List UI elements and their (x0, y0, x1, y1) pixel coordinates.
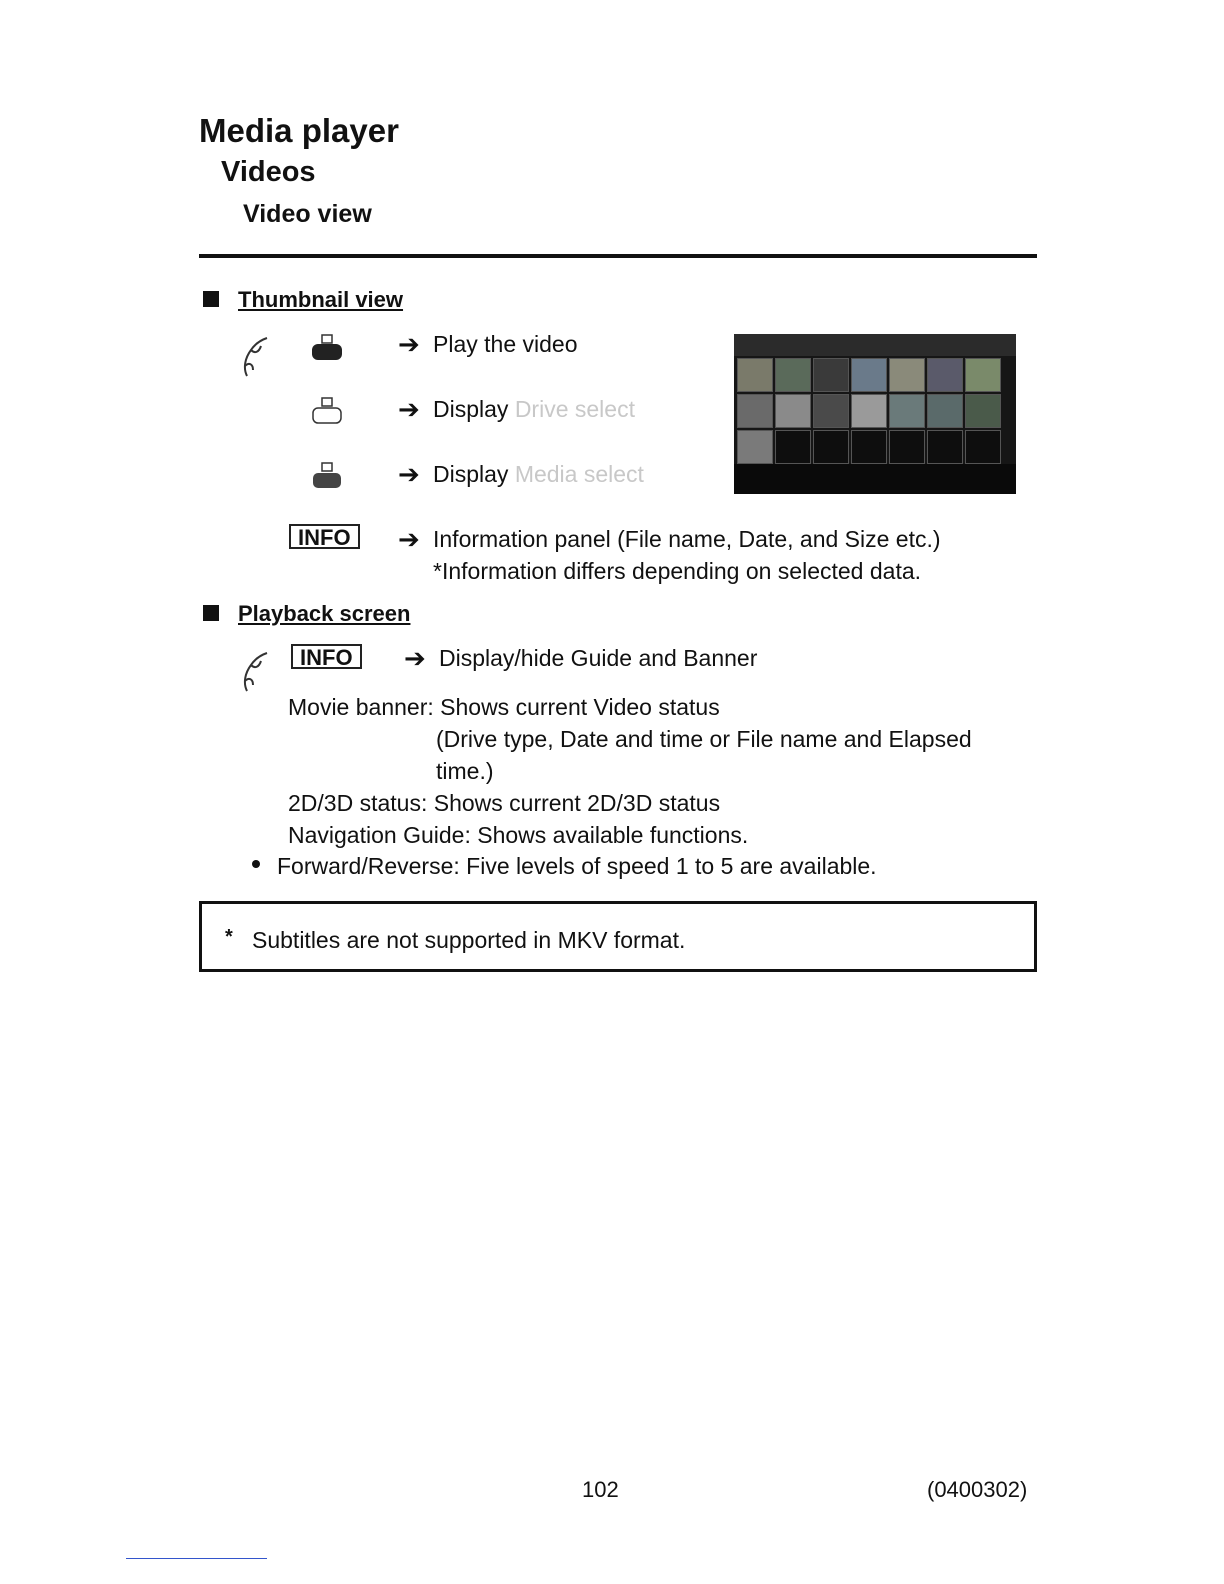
video-thumbnail (813, 394, 849, 428)
footer-line (126, 1558, 267, 1559)
video-thumbnail (889, 394, 925, 428)
arrow-icon: ➔ (398, 329, 420, 359)
divider (199, 254, 1037, 258)
action-play-video: Play the video (433, 331, 578, 357)
empty-thumbnail (965, 430, 1001, 464)
playback-screen-heading: Playback screen (238, 601, 411, 626)
video-thumbnail (813, 358, 849, 392)
video-thumbnail (965, 394, 1001, 428)
status-3d-text: 2D/3D status: Shows current 2D/3D status (288, 790, 721, 816)
empty-thumbnail (851, 430, 887, 464)
green-button-icon (310, 462, 344, 490)
movie-banner-text: Movie banner: Shows current Video status (288, 694, 720, 720)
video-thumbnail (737, 394, 773, 428)
video-thumbnail (775, 358, 811, 392)
arrow-icon: ➔ (398, 394, 420, 424)
empty-thumbnail (927, 430, 963, 464)
section-title: Videos (221, 156, 316, 188)
empty-thumbnail (813, 430, 849, 464)
arrow-icon: ➔ (398, 524, 420, 554)
thumbnail-screen-image (734, 334, 1016, 494)
video-thumbnail (889, 358, 925, 392)
video-thumbnail (927, 394, 963, 428)
empty-thumbnail (889, 430, 925, 464)
remote-control-icon (241, 651, 271, 693)
remote-control-icon (241, 336, 271, 378)
bullet-square-icon (203, 605, 219, 621)
info-button-icon: INFO (289, 524, 360, 549)
subsection-title: Video view (243, 200, 372, 228)
page-title: Media player (199, 112, 399, 149)
movie-banner-detail: (Drive type, Date and time or File name and Elapsed (436, 726, 972, 752)
movie-banner-detail: time.) (436, 758, 494, 784)
info-panel-description: Information panel (File name, Date, and Size etc.) (433, 526, 941, 552)
action-display-drive-select: Display Drive select (433, 396, 635, 422)
arrow-icon: ➔ (404, 643, 426, 673)
bullet-square-icon (203, 291, 219, 307)
note-text: Subtitles are not supported in MKV format. (252, 927, 686, 953)
video-thumbnail (851, 358, 887, 392)
red-button-icon (310, 397, 344, 425)
action-display-media-select: Display Media select (433, 461, 644, 487)
star-icon: * (225, 926, 233, 948)
video-thumbnail (737, 358, 773, 392)
video-thumbnail (775, 394, 811, 428)
video-thumbnail (851, 394, 887, 428)
screen-header-bar (734, 334, 1016, 356)
display-hide-guide-text: Display/hide Guide and Banner (439, 645, 758, 671)
video-thumbnail (965, 358, 1001, 392)
empty-thumbnail (775, 430, 811, 464)
arrow-icon: ➔ (398, 459, 420, 489)
screen-guide-bar (734, 464, 1016, 494)
drive-select-label: Drive select (514, 396, 635, 422)
info-panel-note: *Information differs depending on selected data. (433, 558, 922, 584)
media-select-label: Media select (514, 461, 644, 487)
video-thumbnail (927, 358, 963, 392)
bullet-dot-icon (252, 860, 260, 868)
info-button-icon: INFO (291, 644, 362, 669)
thumbnail-view-heading: Thumbnail view (238, 287, 404, 312)
document-code: (0400302) (927, 1477, 1028, 1502)
video-thumbnail (737, 430, 773, 464)
ok-button-icon (310, 334, 344, 362)
page-number: 102 (582, 1477, 619, 1502)
navigation-guide-text: Navigation Guide: Shows available functions. (288, 822, 749, 848)
forward-reverse-text: Forward/Reverse: Five levels of speed 1 to 5 are available. (277, 853, 877, 879)
